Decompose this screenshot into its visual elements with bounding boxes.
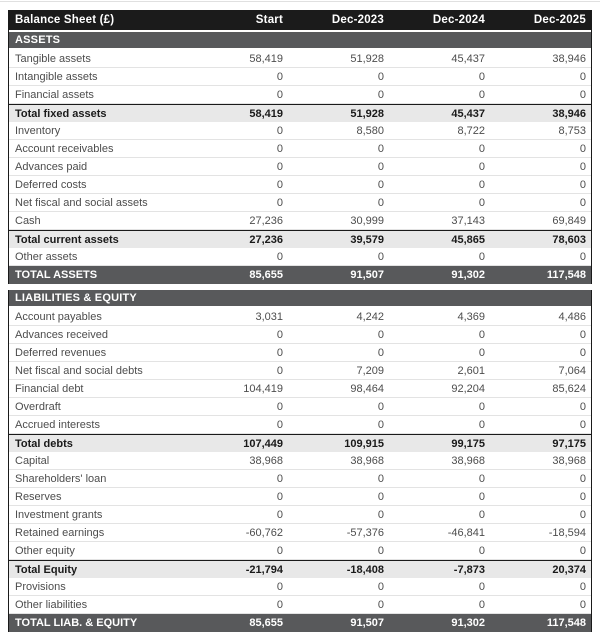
cell-value: 107,449 bbox=[243, 437, 283, 450]
cell-value: 0 bbox=[478, 70, 485, 83]
cell-value: 4,242 bbox=[356, 310, 384, 323]
row-label: Deferred revenues bbox=[15, 346, 107, 359]
cell-value: 0 bbox=[377, 580, 384, 593]
cell-value: 7,209 bbox=[356, 364, 384, 377]
column-header-dec2024: Dec-2024 bbox=[432, 14, 485, 26]
table-row bbox=[9, 560, 591, 578]
cell-value: 0 bbox=[579, 328, 586, 341]
table-row bbox=[9, 122, 591, 140]
table-row bbox=[9, 542, 591, 560]
table-row bbox=[9, 212, 591, 230]
table-row bbox=[9, 158, 591, 176]
column-header-dec2025: Dec-2025 bbox=[533, 14, 586, 26]
cell-value: 99,175 bbox=[451, 437, 485, 450]
cell-value: 0 bbox=[579, 160, 586, 173]
cell-value: 4,369 bbox=[457, 310, 485, 323]
cell-value: 0 bbox=[276, 346, 283, 359]
row-label: Financial assets bbox=[15, 88, 94, 101]
cell-value: 0 bbox=[276, 160, 283, 173]
cell-value: 97,175 bbox=[552, 437, 586, 450]
cell-value: 0 bbox=[478, 250, 485, 263]
cell-value: 0 bbox=[579, 580, 586, 593]
cell-value: 0 bbox=[276, 88, 283, 101]
cell-value: -57,376 bbox=[346, 526, 384, 539]
cell-value: 0 bbox=[276, 580, 283, 593]
cell-value: 27,236 bbox=[249, 214, 283, 227]
cell-value: 85,624 bbox=[552, 382, 586, 395]
table-row bbox=[9, 68, 591, 86]
cell-value: 0 bbox=[276, 328, 283, 341]
cell-value: 3,031 bbox=[255, 310, 283, 323]
row-label: Overdraft bbox=[15, 400, 61, 413]
row-label: Retained earnings bbox=[15, 526, 105, 539]
row-label: Capital bbox=[15, 454, 50, 467]
cell-value: 0 bbox=[276, 598, 283, 611]
row-label: Investment grants bbox=[15, 508, 103, 521]
table-row bbox=[9, 104, 591, 122]
column-header-dec2023: Dec-2023 bbox=[331, 14, 384, 26]
cell-value: 0 bbox=[579, 88, 586, 101]
table-row bbox=[9, 614, 591, 632]
cell-value: 0 bbox=[377, 142, 384, 155]
cell-value: 0 bbox=[276, 70, 283, 83]
cell-value: 0 bbox=[478, 346, 485, 359]
table-row bbox=[9, 194, 591, 212]
table-row bbox=[9, 86, 591, 104]
table-row bbox=[9, 596, 591, 614]
cell-value: 78,603 bbox=[552, 233, 586, 246]
table-row bbox=[9, 362, 591, 380]
cell-value: 8,580 bbox=[356, 124, 384, 137]
cell-value: 0 bbox=[276, 124, 283, 137]
cell-value: 109,915 bbox=[344, 437, 384, 450]
row-label: Other assets bbox=[15, 250, 78, 263]
cell-value: 0 bbox=[478, 88, 485, 101]
table-row bbox=[9, 524, 591, 542]
row-label: Inventory bbox=[15, 124, 61, 137]
liabilities-equity-panel bbox=[8, 290, 592, 632]
cell-value: 38,968 bbox=[249, 454, 283, 467]
cell-value: 0 bbox=[276, 250, 283, 263]
cell-value: 20,374 bbox=[552, 563, 586, 576]
row-label: Reserves bbox=[15, 490, 62, 503]
cell-value: 0 bbox=[377, 490, 384, 503]
cell-value: 0 bbox=[478, 142, 485, 155]
cell-value: 37,143 bbox=[451, 214, 485, 227]
cell-value: 0 bbox=[478, 490, 485, 503]
table-row bbox=[9, 434, 591, 452]
row-label: Total Equity bbox=[15, 563, 78, 576]
cell-value: 0 bbox=[377, 346, 384, 359]
cell-value: 0 bbox=[478, 598, 485, 611]
cell-value: -21,794 bbox=[245, 563, 283, 576]
cell-value: 0 bbox=[579, 346, 586, 359]
cell-value: 58,419 bbox=[249, 52, 283, 65]
cell-value: 0 bbox=[377, 418, 384, 431]
cell-value: 0 bbox=[579, 598, 586, 611]
cell-value: 0 bbox=[579, 418, 586, 431]
cell-value: 0 bbox=[579, 400, 586, 413]
table-row bbox=[9, 176, 591, 194]
table-row bbox=[9, 344, 591, 362]
row-label: Intangible assets bbox=[15, 70, 98, 83]
row-label: Total current assets bbox=[15, 233, 119, 246]
cell-value: 4,486 bbox=[558, 310, 586, 323]
cell-value: -7,873 bbox=[453, 563, 485, 576]
cell-value: 0 bbox=[377, 250, 384, 263]
table-row bbox=[9, 452, 591, 470]
cell-value: 117,548 bbox=[546, 269, 586, 281]
row-label: Account payables bbox=[15, 310, 102, 323]
row-label: Net fiscal and social assets bbox=[15, 196, 148, 209]
cell-value: 30,999 bbox=[350, 214, 384, 227]
cell-value: 0 bbox=[276, 364, 283, 377]
table-row bbox=[9, 140, 591, 158]
cell-value: 0 bbox=[377, 400, 384, 413]
cell-value: 0 bbox=[377, 88, 384, 101]
row-label: Deferred costs bbox=[15, 178, 87, 191]
row-label: Account receivables bbox=[15, 142, 114, 155]
table-header-row bbox=[9, 10, 591, 30]
cell-value: 0 bbox=[478, 178, 485, 191]
cell-value: 8,722 bbox=[457, 124, 485, 137]
cell-value: 0 bbox=[478, 196, 485, 209]
cell-value: 0 bbox=[579, 508, 586, 521]
table-row bbox=[9, 398, 591, 416]
cell-value: 0 bbox=[478, 328, 485, 341]
row-label: TOTAL LIAB. & EQUITY bbox=[15, 617, 138, 629]
column-header-start: Start bbox=[255, 14, 283, 26]
cell-value: 104,419 bbox=[243, 382, 283, 395]
row-label: Net fiscal and social debts bbox=[15, 364, 143, 377]
cell-value: 0 bbox=[276, 418, 283, 431]
section-title: LIABILITIES & EQUITY bbox=[15, 292, 137, 304]
cell-value: 45,865 bbox=[451, 233, 485, 246]
cell-value: 0 bbox=[478, 418, 485, 431]
cell-value: 0 bbox=[377, 178, 384, 191]
table-row bbox=[9, 488, 591, 506]
cell-value: -46,841 bbox=[447, 526, 485, 539]
cell-value: 0 bbox=[478, 472, 485, 485]
cell-value: -18,408 bbox=[346, 563, 384, 576]
cell-value: 0 bbox=[579, 142, 586, 155]
section-title: ASSETS bbox=[15, 34, 61, 46]
cell-value: 38,968 bbox=[552, 454, 586, 467]
cell-value: 0 bbox=[478, 160, 485, 173]
cell-value: 0 bbox=[377, 508, 384, 521]
table-row bbox=[9, 416, 591, 434]
cell-value: 91,302 bbox=[451, 269, 485, 281]
table-row bbox=[9, 326, 591, 344]
cell-value: 0 bbox=[377, 598, 384, 611]
cell-value: 39,579 bbox=[350, 233, 384, 246]
assets-panel bbox=[8, 10, 592, 284]
cell-value: 0 bbox=[579, 544, 586, 557]
row-label: Advances received bbox=[15, 328, 108, 341]
table-row bbox=[9, 230, 591, 248]
cell-value: 91,507 bbox=[350, 269, 384, 281]
row-label: Shareholders' loan bbox=[15, 472, 107, 485]
cell-value: 0 bbox=[478, 544, 485, 557]
cell-value: 0 bbox=[276, 400, 283, 413]
cell-value: 0 bbox=[276, 490, 283, 503]
table-row bbox=[9, 470, 591, 488]
cell-value: 0 bbox=[478, 508, 485, 521]
cell-value: 45,437 bbox=[451, 107, 485, 120]
row-label: Cash bbox=[15, 214, 41, 227]
cell-value: 0 bbox=[579, 178, 586, 191]
cell-value: 0 bbox=[276, 196, 283, 209]
cell-value: 91,302 bbox=[451, 617, 485, 629]
cell-value: 0 bbox=[276, 544, 283, 557]
cell-value: 7,064 bbox=[558, 364, 586, 377]
liabilities-equity-rows bbox=[9, 308, 591, 632]
cell-value: 92,204 bbox=[451, 382, 485, 395]
section-header-assets bbox=[9, 32, 591, 48]
cell-value: 38,946 bbox=[552, 107, 586, 120]
table-row bbox=[9, 50, 591, 68]
cell-value: 45,437 bbox=[451, 52, 485, 65]
cell-value: 0 bbox=[478, 400, 485, 413]
table-row bbox=[9, 248, 591, 266]
row-label: Other equity bbox=[15, 544, 75, 557]
cell-value: 0 bbox=[579, 196, 586, 209]
cell-value: 8,753 bbox=[558, 124, 586, 137]
cell-value: 0 bbox=[579, 250, 586, 263]
table-row bbox=[9, 380, 591, 398]
row-label: Other liabilities bbox=[15, 598, 88, 611]
cell-value: 0 bbox=[579, 472, 586, 485]
cell-value: 0 bbox=[276, 508, 283, 521]
cell-value: 0 bbox=[276, 472, 283, 485]
cell-value: -60,762 bbox=[245, 526, 283, 539]
cell-value: 0 bbox=[579, 70, 586, 83]
cell-value: 117,548 bbox=[546, 617, 586, 629]
row-label: TOTAL ASSETS bbox=[15, 269, 98, 281]
table-row bbox=[9, 578, 591, 596]
table-row bbox=[9, 506, 591, 524]
table-row bbox=[9, 308, 591, 326]
table-row bbox=[9, 266, 591, 284]
row-label: Total debts bbox=[15, 437, 73, 450]
cell-value: 0 bbox=[276, 178, 283, 191]
cell-value: -18,594 bbox=[548, 526, 586, 539]
cell-value: 85,655 bbox=[249, 269, 283, 281]
cell-value: 0 bbox=[478, 580, 485, 593]
cell-value: 0 bbox=[377, 160, 384, 173]
row-label: Accrued interests bbox=[15, 418, 100, 431]
table-title: Balance Sheet (£) bbox=[15, 14, 115, 26]
cell-value: 0 bbox=[276, 142, 283, 155]
row-label: Total fixed assets bbox=[15, 107, 107, 120]
row-label: Provisions bbox=[15, 580, 66, 593]
page-top-divider bbox=[0, 1, 600, 2]
cell-value: 0 bbox=[377, 196, 384, 209]
balance-sheet-table bbox=[8, 10, 592, 632]
cell-value: 98,464 bbox=[350, 382, 384, 395]
row-label: Tangible assets bbox=[15, 52, 91, 65]
cell-value: 58,419 bbox=[249, 107, 283, 120]
cell-value: 51,928 bbox=[350, 52, 384, 65]
cell-value: 0 bbox=[377, 472, 384, 485]
cell-value: 0 bbox=[377, 70, 384, 83]
cell-value: 0 bbox=[579, 490, 586, 503]
cell-value: 0 bbox=[377, 544, 384, 557]
cell-value: 38,968 bbox=[451, 454, 485, 467]
cell-value: 51,928 bbox=[350, 107, 384, 120]
row-label: Advances paid bbox=[15, 160, 88, 173]
cell-value: 38,968 bbox=[350, 454, 384, 467]
row-label: Financial debt bbox=[15, 382, 84, 395]
cell-value: 85,655 bbox=[249, 617, 283, 629]
assets-rows bbox=[9, 50, 591, 284]
cell-value: 27,236 bbox=[249, 233, 283, 246]
cell-value: 38,946 bbox=[552, 52, 586, 65]
section-header-liabilities-equity bbox=[9, 290, 591, 306]
cell-value: 2,601 bbox=[457, 364, 485, 377]
cell-value: 0 bbox=[377, 328, 384, 341]
cell-value: 69,849 bbox=[552, 214, 586, 227]
cell-value: 91,507 bbox=[350, 617, 384, 629]
